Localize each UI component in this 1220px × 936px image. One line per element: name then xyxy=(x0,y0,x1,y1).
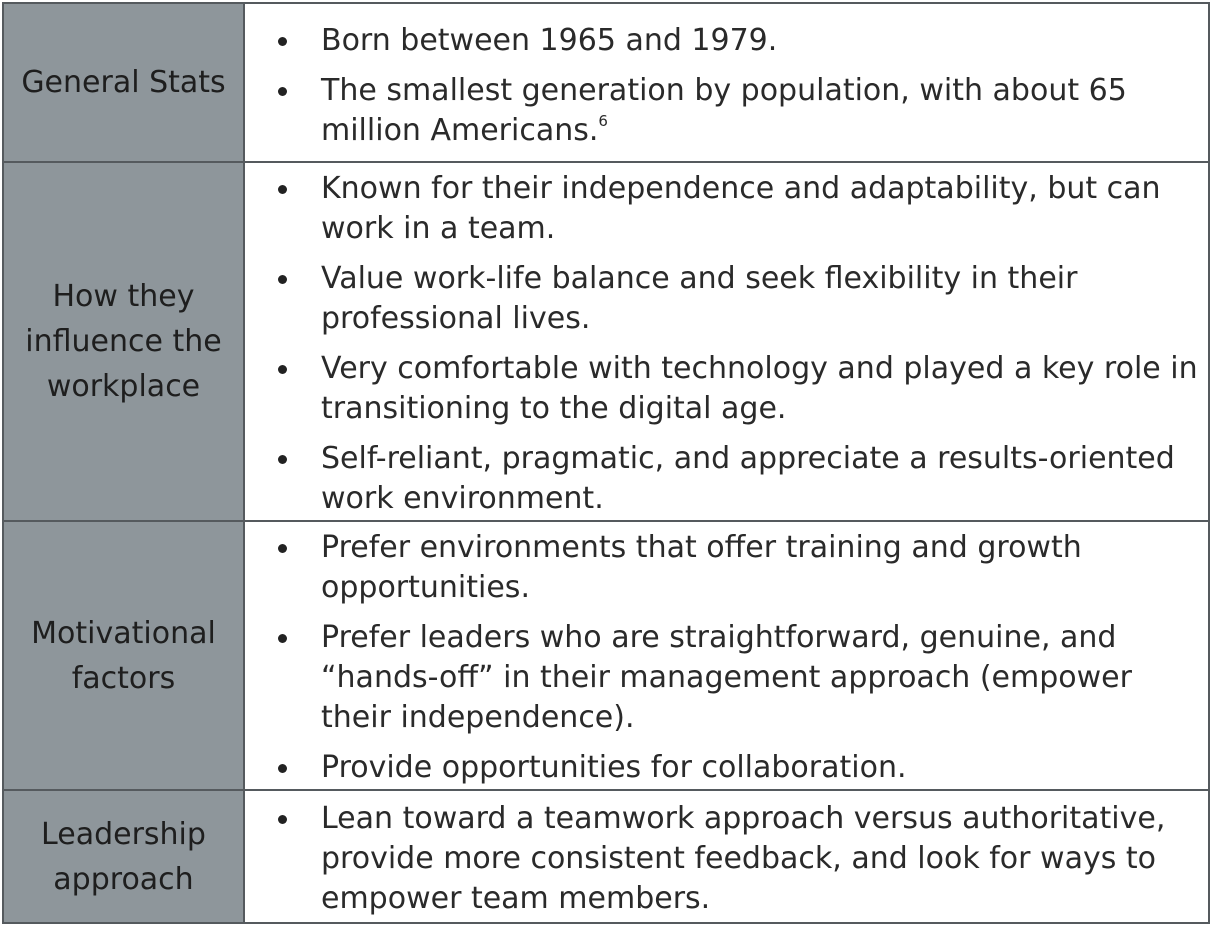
row-content-leadership-approach xyxy=(245,791,1208,922)
bullet-item xyxy=(245,439,1208,519)
bullet-text: Known for their independence and adaptability, but can work in a team. xyxy=(321,171,1161,246)
bullet-dot-icon xyxy=(278,185,287,194)
row-label-line: General Stats xyxy=(21,65,226,100)
bullet-text: Born between 1965 and 1979. xyxy=(321,23,778,58)
bullet-text: Self-reliant, pragmatic, and appreciate a results-oriented work environment. xyxy=(321,441,1175,516)
row-label-line: How they xyxy=(52,279,195,314)
bullet-text: Provide opportunities for collaboration. xyxy=(321,750,907,785)
row-label-leadership-approach xyxy=(4,791,245,922)
bullet-list xyxy=(245,4,1208,151)
generation-profile-table xyxy=(2,2,1210,924)
bullet-text: Value work-life balance and seek flexibility in their professional lives. xyxy=(321,261,1078,336)
bullet-text: Prefer environments that offer training and growth opportunities. xyxy=(321,530,1082,605)
row-label-line: influence the xyxy=(25,324,222,359)
row-label-line: Motivational xyxy=(31,615,216,651)
bullet-item xyxy=(245,259,1208,339)
bullet-dot-icon xyxy=(278,37,287,46)
bullet-item xyxy=(245,71,1208,151)
bullet-item xyxy=(245,349,1208,429)
bullet-text: The smallest generation by population, with about 65 million Americans. xyxy=(321,73,1127,148)
row-label-general-stats xyxy=(4,4,245,161)
table-row-workplace-influence xyxy=(4,163,1208,522)
row-content-general-stats xyxy=(245,4,1208,161)
bullet-text: Prefer leaders who are straightforward, genuine, and “hands-off” in their management approach (empower their independence). xyxy=(321,620,1132,735)
row-label-line: approach xyxy=(53,861,194,897)
table-row-motivational-factors xyxy=(4,522,1208,791)
bullet-item xyxy=(245,799,1208,919)
bullet-dot-icon xyxy=(278,275,287,284)
row-content-motivational-factors xyxy=(245,522,1208,789)
bullet-text: Lean toward a teamwork approach versus authoritative, provide more consistent feedback, and look for ways to empower team members. xyxy=(321,801,1166,916)
bullet-list xyxy=(245,522,1208,788)
bullet-dot-icon xyxy=(278,634,287,643)
bullet-dot-icon xyxy=(278,544,287,553)
bullet-dot-icon xyxy=(278,815,287,824)
table-row-leadership-approach xyxy=(4,791,1208,922)
row-label-line: factors xyxy=(71,660,176,696)
bullet-dot-icon xyxy=(278,365,287,374)
bullet-text: Very comfortable with technology and played a key role in transitioning to the digital age. xyxy=(321,351,1198,426)
bullet-list xyxy=(245,791,1208,919)
row-content-workplace-influence xyxy=(245,163,1208,520)
row-label-line: workplace xyxy=(46,369,201,404)
footnote-marker: 6 xyxy=(598,112,608,130)
row-label-workplace-influence xyxy=(4,163,245,520)
bullet-item xyxy=(245,618,1208,738)
bullet-dot-icon xyxy=(278,455,287,464)
row-label-motivational-factors xyxy=(4,522,245,789)
bullet-item xyxy=(245,528,1208,608)
bullet-dot-icon xyxy=(278,87,287,96)
bullet-item xyxy=(245,169,1208,249)
table-row-general-stats xyxy=(4,4,1208,163)
row-label-line: Leadership xyxy=(41,816,206,852)
bullet-list xyxy=(245,163,1208,519)
bullet-item xyxy=(245,748,1208,788)
bullet-item xyxy=(245,21,1208,61)
bullet-dot-icon xyxy=(278,764,287,773)
